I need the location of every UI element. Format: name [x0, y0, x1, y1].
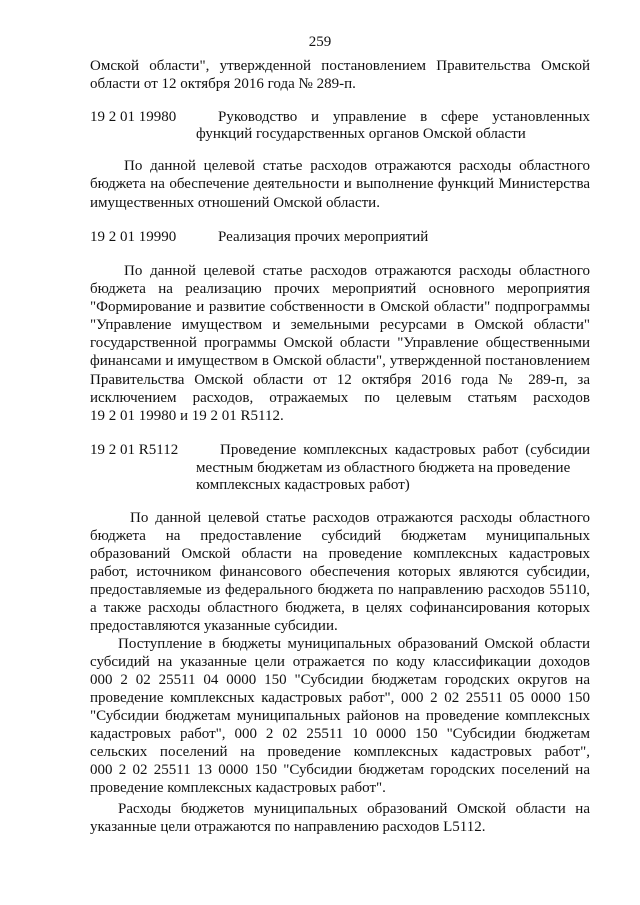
section-title-line: функций государственных органов Омской области	[196, 126, 526, 142]
section-title-line: комплексных кадастровых работ)	[196, 477, 410, 493]
paragraph-line: указанные цели отражаются по направлению расходов L5112.	[90, 819, 486, 835]
paragraph-line: проведение комплексных кадастровых работ".	[90, 780, 386, 796]
paragraph-line: "Субсидии бюджетам муниципальных районов на проведение комплексных	[90, 708, 590, 724]
paragraph-line: По данной целевой статье расходов отражаются расходы областного	[124, 263, 590, 279]
paragraph-line: "Формирование и развитие собственности в Омской области" подпрограммы	[90, 299, 590, 315]
paragraph-line: бюджета на предоставление субсидий бюджетам муниципальных	[90, 528, 590, 544]
paragraph-line: Правительства Омской области от 12 октября 2016 года № 289-п, за	[90, 372, 590, 388]
paragraph-line: государственной программы Омской области "Управление общественными	[90, 335, 590, 351]
section-title-line: местным бюджетам из областного бюджета на проведение	[196, 460, 571, 476]
paragraph-line: По данной целевой статье расходов отражаются расходы областного	[130, 510, 590, 526]
paragraph-line: сельских поселений на проведение комплексных кадастровых работ",	[90, 744, 590, 760]
paragraph-line: предоставляются указанные субсидии.	[90, 618, 338, 634]
intro-line: Омской области", утвержденной постановлением Правительства Омской	[90, 58, 590, 74]
paragraph-line: а также расходы областного бюджета, в целях софинансирования которых	[90, 600, 590, 616]
paragraph-line: исключением расходов, отражаемых по целевым статьям расходов	[90, 390, 590, 406]
paragraph-line: образований Омской области на проведение комплексных кадастровых	[90, 546, 590, 562]
paragraph-line: имущественных отношений Омской области.	[90, 195, 380, 211]
paragraph-line: бюджета на обеспечение деятельности и выполнение функций Министерства	[90, 176, 590, 192]
paragraph-line: "Управление имуществом и земельными ресурсами в Омской области"	[90, 317, 590, 333]
paragraph-line: работ, источником финансового обеспечения которых являются субсидии,	[90, 564, 590, 580]
paragraph-line: 19 2 01 19980 и 19 2 01 R5112.	[90, 408, 284, 424]
intro-line: области от 12 октября 2016 года № 289-п.	[90, 76, 356, 92]
paragraph-line: По данной целевой статье расходов отражаются расходы областного	[124, 158, 590, 174]
paragraph-line: 000 2 02 25511 13 0000 150 "Субсидии бюджетам городских поселений на	[90, 762, 590, 778]
paragraph-line: Расходы бюджетов муниципальных образований Омской области на	[118, 801, 590, 817]
paragraph-line: 000 2 02 25511 04 0000 150 "Субсидии бюджетам городских округов на	[90, 672, 590, 688]
section-title-line: Реализация прочих мероприятий	[218, 229, 429, 245]
paragraph-line: проведение комплексных кадастровых работ", 000 2 02 25511 05 0000 150	[90, 690, 590, 706]
section-title-line: Проведение комплексных кадастровых работ (субсидии	[220, 442, 590, 458]
section-code: 19 2 01 19980	[90, 109, 177, 125]
paragraph-line: кадастровых работ", 000 2 02 25511 10 0000 150 "Субсидии бюджетам	[90, 726, 590, 742]
paragraph-line: субсидий на указанные цели отражается по коду классификации доходов	[90, 654, 590, 670]
paragraph-line: предоставляемые из федерального бюджета по направлению расходов 55110,	[90, 582, 590, 598]
section-code: 19 2 01 19990	[90, 229, 177, 245]
paragraph-line: бюджета на реализацию прочих мероприятий основного мероприятия	[90, 281, 590, 297]
section-code: 19 2 01 R5112	[90, 442, 179, 458]
page-number: 259	[308, 34, 332, 50]
paragraph-line: финансами и имуществом в Омской области", утвержденной постановлением	[90, 353, 590, 369]
paragraph-line: Поступление в бюджеты муниципальных образований Омской области	[118, 636, 590, 652]
section-title-line: Руководство и управление в сфере установленных	[218, 109, 590, 125]
